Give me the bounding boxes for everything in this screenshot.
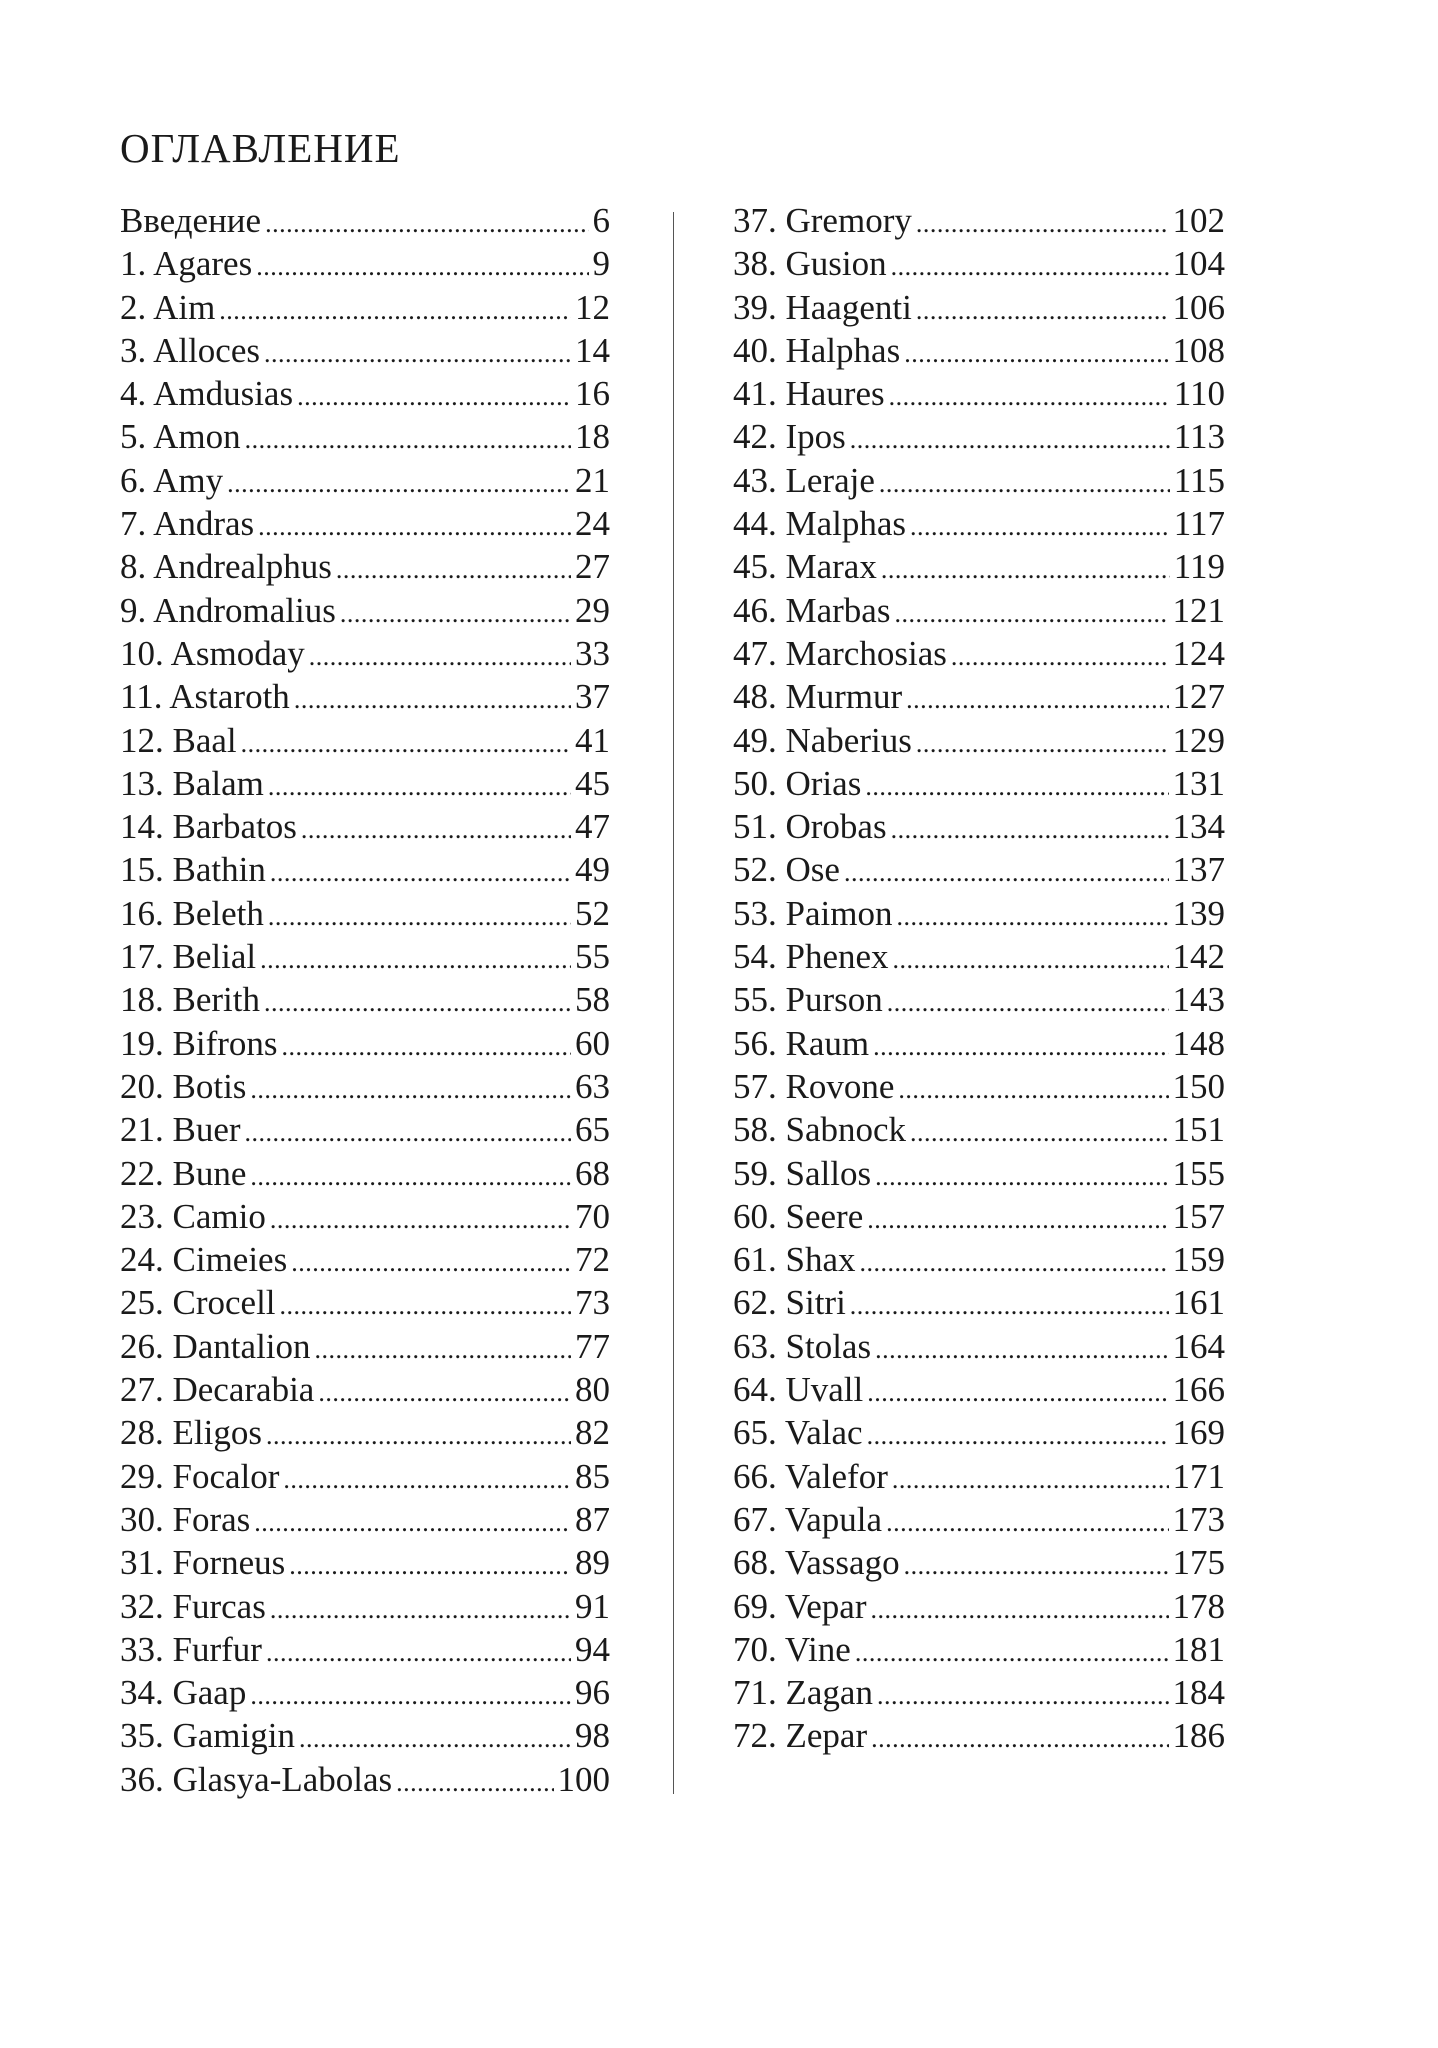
dot-leader <box>268 895 571 938</box>
dot-leader <box>227 462 571 505</box>
toc-entry[interactable] <box>733 1195 1225 1238</box>
toc-entry-page-number: 143 <box>1172 980 1225 1020</box>
toc-entry-title: 5. Amon <box>120 417 241 457</box>
toc-entry[interactable] <box>120 1758 610 1801</box>
toc-entry[interactable] <box>733 589 1225 632</box>
toc-entry-page-number: 151 <box>1172 1110 1225 1150</box>
toc-entry[interactable] <box>733 805 1225 848</box>
toc-entry[interactable] <box>120 286 610 329</box>
dot-leader <box>245 1111 571 1154</box>
toc-entry-page-number: 24 <box>575 504 610 544</box>
dot-leader <box>280 1284 571 1327</box>
toc-entry-title: 28. Eligos <box>120 1413 262 1453</box>
toc-entry-title: 12. Baal <box>120 720 237 760</box>
toc-entry[interactable] <box>733 632 1225 675</box>
toc-entry-page-number: 60 <box>575 1023 610 1063</box>
toc-entry-page-number: 87 <box>575 1499 610 1539</box>
dot-leader <box>256 245 588 288</box>
toc-entry[interactable] <box>120 1541 610 1584</box>
toc-entry-page-number: 29 <box>575 590 610 630</box>
toc-entry[interactable] <box>733 415 1225 458</box>
dot-leader <box>860 1241 1169 1284</box>
toc-entry-page-number: 49 <box>575 850 610 890</box>
toc-entry[interactable] <box>120 1195 610 1238</box>
dot-leader <box>318 1371 571 1414</box>
toc-entry[interactable] <box>733 1281 1225 1324</box>
toc-entry[interactable] <box>733 978 1225 1021</box>
toc-entry-page-number: 58 <box>575 980 610 1020</box>
toc-entry-title: 30. Foras <box>120 1499 251 1539</box>
toc-entry-title: 10. Asmoday <box>120 633 305 673</box>
dot-leader <box>916 202 1169 245</box>
toc-entry-page-number: 129 <box>1172 720 1225 760</box>
dot-leader <box>910 1111 1168 1154</box>
dot-leader <box>396 1761 553 1804</box>
toc-entry-page-number: 65 <box>575 1110 610 1150</box>
dot-leader <box>904 1544 1169 1587</box>
toc-entry-title: 16. Beleth <box>120 893 264 933</box>
toc-entry-page-number: 45 <box>575 763 610 803</box>
toc-entry-page-number: 117 <box>1173 504 1225 544</box>
toc-entry[interactable] <box>120 1368 610 1411</box>
toc-entry-title: 72. Zepar <box>733 1716 868 1756</box>
dot-leader <box>844 851 1169 894</box>
toc-entry[interactable] <box>120 1671 610 1714</box>
toc-entry[interactable] <box>733 1238 1225 1281</box>
toc-entry-page-number: 159 <box>1172 1240 1225 1280</box>
dot-leader <box>896 895 1168 938</box>
dot-leader <box>301 808 571 851</box>
toc-entry-title: 53. Paimon <box>733 893 893 933</box>
toc-entry-page-number: 21 <box>575 460 610 500</box>
toc-entry-page-number: 98 <box>575 1716 610 1756</box>
toc-entry-title: 3. Alloces <box>120 330 260 370</box>
toc-entry-page-number: 139 <box>1172 893 1225 933</box>
toc-entry[interactable] <box>733 1671 1225 1714</box>
toc-entry-title: 49. Naberius <box>733 720 912 760</box>
toc-entry[interactable] <box>120 372 610 415</box>
dot-leader <box>867 1371 1168 1414</box>
toc-entry-title: 68. Vassago <box>733 1543 900 1583</box>
dot-leader <box>916 289 1169 332</box>
toc-entry[interactable] <box>733 1541 1225 1584</box>
toc-entry-title: 62. Sitri <box>733 1283 846 1323</box>
toc-entry-title: 35. Gamigin <box>120 1716 295 1756</box>
toc-entry-page-number: 91 <box>575 1586 610 1626</box>
toc-entry-title: 57. Rovone <box>733 1066 895 1106</box>
toc-entry-title: 29. Focalor <box>120 1456 280 1496</box>
dot-leader <box>867 1414 1169 1457</box>
dot-leader <box>886 1501 1168 1544</box>
toc-entry-page-number: 52 <box>575 893 610 933</box>
dot-leader <box>865 765 1168 808</box>
toc-entry-page-number: 113 <box>1173 417 1225 457</box>
dot-leader <box>850 418 1170 461</box>
dot-leader <box>268 765 571 808</box>
toc-entry-page-number: 186 <box>1172 1716 1225 1756</box>
toc-entry-title: 32. Furcas <box>120 1586 266 1626</box>
toc-entry-title: 42. Ipos <box>733 417 846 457</box>
dot-leader <box>250 1155 571 1198</box>
toc-entry-page-number: 181 <box>1172 1629 1225 1669</box>
toc-entry-title: 33. Furfur <box>120 1629 262 1669</box>
toc-entry-title: 26. Dantalion <box>120 1326 311 1366</box>
toc-entry-page-number: 68 <box>575 1153 610 1193</box>
dot-leader <box>297 375 571 418</box>
toc-entry-title: 22. Bune <box>120 1153 247 1193</box>
column-divider <box>673 212 674 1794</box>
toc-entry-page-number: 150 <box>1172 1066 1225 1106</box>
toc-entry[interactable] <box>733 329 1225 372</box>
dot-leader <box>877 1674 1169 1717</box>
toc-entry-title: 4. Amdusias <box>120 374 294 414</box>
toc-entry[interactable] <box>120 1281 610 1324</box>
toc-entry-title: 70. Vine <box>733 1629 851 1669</box>
toc-entry-title: 18. Berith <box>120 980 260 1020</box>
dot-leader <box>891 808 1169 851</box>
toc-entry-title: 20. Botis <box>120 1066 247 1106</box>
toc-entry-title: 19. Bifrons <box>120 1023 278 1063</box>
toc-entry-page-number: 155 <box>1172 1153 1225 1193</box>
toc-entry-title: 24. Cimeies <box>120 1240 288 1280</box>
page-title: ОГЛАВЛЕНИЕ <box>120 125 401 171</box>
toc-entry-page-number: 134 <box>1172 807 1225 847</box>
toc-entry[interactable] <box>733 1498 1225 1541</box>
toc-entry-page-number: 82 <box>575 1413 610 1453</box>
dot-leader <box>889 375 1170 418</box>
toc-entry-title: 9. Andromalius <box>120 590 336 630</box>
dot-leader <box>270 1588 571 1631</box>
toc-entry[interactable] <box>120 1411 610 1454</box>
toc-entry-title: 13. Balam <box>120 763 264 803</box>
toc-entry[interactable] <box>120 415 610 458</box>
toc-entry-title: 47. Marchosias <box>733 633 947 673</box>
dot-leader <box>875 1328 1168 1371</box>
dot-leader <box>260 938 571 981</box>
toc-entry[interactable] <box>120 1238 610 1281</box>
toc-entry-title: 8. Andrealphus <box>120 547 332 587</box>
dot-leader <box>291 1241 571 1284</box>
toc-entry-page-number: 55 <box>575 937 610 977</box>
toc-entry-title: 7. Andras <box>120 504 255 544</box>
toc-entry[interactable] <box>733 372 1225 415</box>
dot-leader <box>266 1631 571 1674</box>
toc-entry-page-number: 131 <box>1172 763 1225 803</box>
toc-entry-page-number: 73 <box>575 1283 610 1323</box>
toc-entry-title: 43. Leraje <box>733 460 875 500</box>
toc-entry[interactable] <box>733 199 1225 242</box>
toc-entry-page-number: 104 <box>1172 244 1225 284</box>
toc-entry-page-number: 37 <box>575 677 610 717</box>
toc-entry[interactable] <box>120 675 610 718</box>
toc-entry[interactable] <box>120 1065 610 1108</box>
toc-entry-page-number: 89 <box>575 1543 610 1583</box>
dot-leader <box>887 981 1169 1024</box>
toc-entry-title: 46. Marbas <box>733 590 891 630</box>
toc-entry-page-number: 63 <box>575 1066 610 1106</box>
toc-entry-page-number: 70 <box>575 1196 610 1236</box>
toc-entry-page-number: 173 <box>1172 1499 1225 1539</box>
toc-entry-page-number: 127 <box>1172 677 1225 717</box>
toc-entry-title: 6. Amy <box>120 460 224 500</box>
toc-entry[interactable] <box>120 242 610 285</box>
toc-entry[interactable] <box>733 242 1225 285</box>
toc-entry-title: 34. Gaap <box>120 1673 247 1713</box>
dot-leader <box>264 981 571 1024</box>
dot-leader <box>891 245 1169 288</box>
toc-entry[interactable] <box>120 935 610 978</box>
dot-leader <box>855 1631 1169 1674</box>
toc-entry-title: 2. Aim <box>120 287 216 327</box>
toc-entry-title: 64. Uvall <box>733 1370 864 1410</box>
toc-entry-page-number: 41 <box>575 720 610 760</box>
dot-leader <box>951 635 1169 678</box>
toc-entry[interactable] <box>733 1714 1225 1757</box>
toc-entry[interactable] <box>733 719 1225 762</box>
toc-entry-page-number: 161 <box>1172 1283 1225 1323</box>
toc-entry-page-number: 18 <box>575 417 610 457</box>
dot-leader <box>241 722 571 765</box>
toc-entry-page-number: 85 <box>575 1456 610 1496</box>
toc-entry-title: 23. Camio <box>120 1196 266 1236</box>
toc-entry[interactable] <box>120 329 610 372</box>
toc-entry-page-number: 72 <box>575 1240 610 1280</box>
toc-entry[interactable] <box>733 935 1225 978</box>
dot-leader <box>894 592 1168 635</box>
toc-entry-page-number: 96 <box>575 1673 610 1713</box>
toc-entry-title: 11. Astaroth <box>120 677 290 717</box>
toc-entry[interactable] <box>120 1628 610 1671</box>
toc-entry-title: 36. Glasya-Labolas <box>120 1759 393 1799</box>
toc-entry-title: 41. Haures <box>733 374 885 414</box>
toc-entry[interactable] <box>120 892 610 935</box>
toc-entry-title: 27. Decarabia <box>120 1370 315 1410</box>
toc-entry[interactable] <box>120 589 610 632</box>
dot-leader <box>265 202 588 245</box>
toc-entry[interactable] <box>733 1455 1225 1498</box>
dot-leader <box>879 462 1170 505</box>
toc-entry[interactable] <box>733 1585 1225 1628</box>
dot-leader <box>340 592 571 635</box>
toc-entry[interactable] <box>120 545 610 588</box>
toc-entry[interactable] <box>733 1628 1225 1671</box>
toc-entry[interactable] <box>733 502 1225 545</box>
toc-entry-page-number: 14 <box>575 330 610 370</box>
dot-leader <box>881 548 1170 591</box>
dot-leader <box>254 1501 571 1544</box>
toc-entry[interactable] <box>120 1714 610 1757</box>
toc-entry[interactable] <box>120 632 610 675</box>
toc-entry-title: 39. Haagenti <box>733 287 912 327</box>
dot-leader <box>336 548 571 591</box>
toc-entry[interactable] <box>120 1325 610 1368</box>
dot-leader <box>871 1588 1169 1631</box>
toc-entry-title: 21. Buer <box>120 1110 241 1150</box>
toc-entry[interactable] <box>120 1108 610 1151</box>
toc-entry-page-number: 100 <box>557 1759 610 1799</box>
toc-entry-page-number: 142 <box>1172 937 1225 977</box>
toc-entry-page-number: 119 <box>1173 547 1225 587</box>
toc-left-column <box>120 199 610 1801</box>
toc-entry-page-number: 16 <box>575 374 610 414</box>
toc-entry-page-number: 80 <box>575 1370 610 1410</box>
toc-entry[interactable] <box>733 892 1225 935</box>
toc-entry[interactable] <box>120 1022 610 1065</box>
toc-entry-title: 56. Raum <box>733 1023 870 1063</box>
toc-entry[interactable] <box>733 1022 1225 1065</box>
toc-entry[interactable] <box>733 1065 1225 1108</box>
toc-entry[interactable] <box>120 199 610 242</box>
dot-leader <box>294 678 571 721</box>
toc-entry-page-number: 27 <box>575 547 610 587</box>
toc-entry[interactable] <box>120 805 610 848</box>
toc-entry-title: 60. Seere <box>733 1196 864 1236</box>
toc-entry-title: 55. Purson <box>733 980 883 1020</box>
dot-leader <box>266 1414 571 1457</box>
toc-entry-page-number: 115 <box>1173 460 1225 500</box>
dot-leader <box>910 505 1170 548</box>
dot-leader <box>906 678 1168 721</box>
toc-entry[interactable] <box>733 1152 1225 1195</box>
toc-entry-page-number: 171 <box>1172 1456 1225 1496</box>
toc-entry-page-number: 178 <box>1172 1586 1225 1626</box>
dot-leader <box>299 1717 571 1760</box>
dot-leader <box>867 1198 1168 1241</box>
toc-entry[interactable] <box>120 1152 610 1195</box>
toc-entry[interactable] <box>733 848 1225 891</box>
toc-entry-title: 58. Sabnock <box>733 1110 907 1150</box>
toc-entry[interactable] <box>733 1325 1225 1368</box>
toc-entry-title: 66. Valefor <box>733 1456 888 1496</box>
toc-entry-title: 54. Phenex <box>733 937 889 977</box>
toc-entry-title: 31. Forneus <box>120 1543 286 1583</box>
toc-entry[interactable] <box>733 545 1225 588</box>
dot-leader <box>892 1458 1169 1501</box>
dot-leader <box>250 1068 571 1111</box>
dot-leader <box>250 1674 571 1717</box>
toc-entry-page-number: 121 <box>1172 590 1225 630</box>
toc-entry[interactable] <box>120 848 610 891</box>
toc-entry[interactable] <box>733 675 1225 718</box>
toc-entry-title: 15. Bathin <box>120 850 266 890</box>
toc-entry[interactable] <box>733 762 1225 805</box>
toc-entry-page-number: 166 <box>1172 1370 1225 1410</box>
toc-entry-page-number: 6 <box>592 201 610 240</box>
toc-entry-title: 71. Zagan <box>733 1673 873 1713</box>
toc-entry[interactable] <box>120 978 610 1021</box>
toc-entry-title: 38. Gusion <box>733 244 887 284</box>
toc-entry-title: 67. Vapula <box>733 1499 883 1539</box>
dot-leader <box>245 418 571 461</box>
toc-entry-page-number: 33 <box>575 633 610 673</box>
toc-entry-page-number: 169 <box>1172 1413 1225 1453</box>
toc-entry-title: 17. Belial <box>120 937 257 977</box>
dot-leader <box>264 332 571 375</box>
dot-leader <box>875 1155 1168 1198</box>
toc-entry-page-number: 137 <box>1172 850 1225 890</box>
toc-entry-title: Введение <box>120 201 262 240</box>
toc-entry[interactable] <box>120 1585 610 1628</box>
dot-leader <box>282 1025 572 1068</box>
toc-entry-title: 61. Shax <box>733 1240 856 1280</box>
toc-entry-title: 69. Vepar <box>733 1586 867 1626</box>
toc-entry[interactable] <box>120 502 610 545</box>
toc-entry[interactable] <box>733 1108 1225 1151</box>
toc-entry-title: 25. Crocell <box>120 1283 276 1323</box>
dot-leader <box>309 635 571 678</box>
dot-leader <box>893 938 1169 981</box>
toc-entry[interactable] <box>733 1368 1225 1411</box>
toc-entry-page-number: 9 <box>592 244 610 284</box>
toc-entry-title: 51. Orobas <box>733 807 887 847</box>
dot-leader <box>315 1328 571 1371</box>
toc-entry-page-number: 184 <box>1172 1673 1225 1713</box>
toc-entry-title: 44. Malphas <box>733 504 907 544</box>
dot-leader <box>898 1068 1168 1111</box>
toc-right-column <box>733 199 1225 1758</box>
toc-entry-page-number: 77 <box>575 1326 610 1366</box>
dot-leader <box>219 289 571 332</box>
toc-entry-page-number: 110 <box>1173 374 1225 414</box>
dot-leader <box>270 1198 571 1241</box>
toc-entry[interactable] <box>120 719 610 762</box>
toc-entry-title: 14. Barbatos <box>120 807 297 847</box>
toc-entry-title: 45. Marax <box>733 547 877 587</box>
toc-entry-title: 50. Orias <box>733 763 862 803</box>
dot-leader <box>904 332 1168 375</box>
toc-entry-page-number: 47 <box>575 807 610 847</box>
dot-leader <box>871 1717 1168 1760</box>
dot-leader <box>916 722 1169 765</box>
toc-entry-page-number: 175 <box>1172 1543 1225 1583</box>
dot-leader <box>873 1025 1168 1068</box>
dot-leader <box>258 505 571 548</box>
toc-entry[interactable] <box>733 286 1225 329</box>
toc-entry-page-number: 124 <box>1172 633 1225 673</box>
toc-entry[interactable] <box>733 1411 1225 1454</box>
toc-entry-page-number: 157 <box>1172 1196 1225 1236</box>
toc-entry-page-number: 102 <box>1172 201 1225 240</box>
toc-entry-title: 48. Murmur <box>733 677 903 717</box>
toc-entry-title: 65. Valac <box>733 1413 863 1453</box>
toc-entry-title: 40. Halphas <box>733 330 901 370</box>
dot-leader <box>850 1284 1169 1327</box>
toc-entry[interactable] <box>120 1455 610 1498</box>
toc-entry-title: 1. Agares <box>120 244 253 284</box>
toc-entry[interactable] <box>120 459 610 502</box>
dot-leader <box>270 851 571 894</box>
toc-entry-page-number: 94 <box>575 1629 610 1669</box>
toc-entry-title: 52. Ose <box>733 850 840 890</box>
toc-entry-page-number: 148 <box>1172 1023 1225 1063</box>
toc-entry-title: 37. Gremory <box>733 201 912 240</box>
toc-entry[interactable] <box>120 1498 610 1541</box>
toc-entry-page-number: 108 <box>1172 330 1225 370</box>
toc-entry[interactable] <box>733 459 1225 502</box>
toc-entry-page-number: 12 <box>575 287 610 327</box>
toc-entry-page-number: 164 <box>1172 1326 1225 1366</box>
toc-entry-title: 59. Sallos <box>733 1153 872 1193</box>
toc-entry[interactable] <box>120 762 610 805</box>
toc-entry-title: 63. Stolas <box>733 1326 872 1366</box>
dot-leader <box>283 1458 571 1501</box>
dot-leader <box>289 1544 571 1587</box>
toc-entry-page-number: 106 <box>1172 287 1225 327</box>
